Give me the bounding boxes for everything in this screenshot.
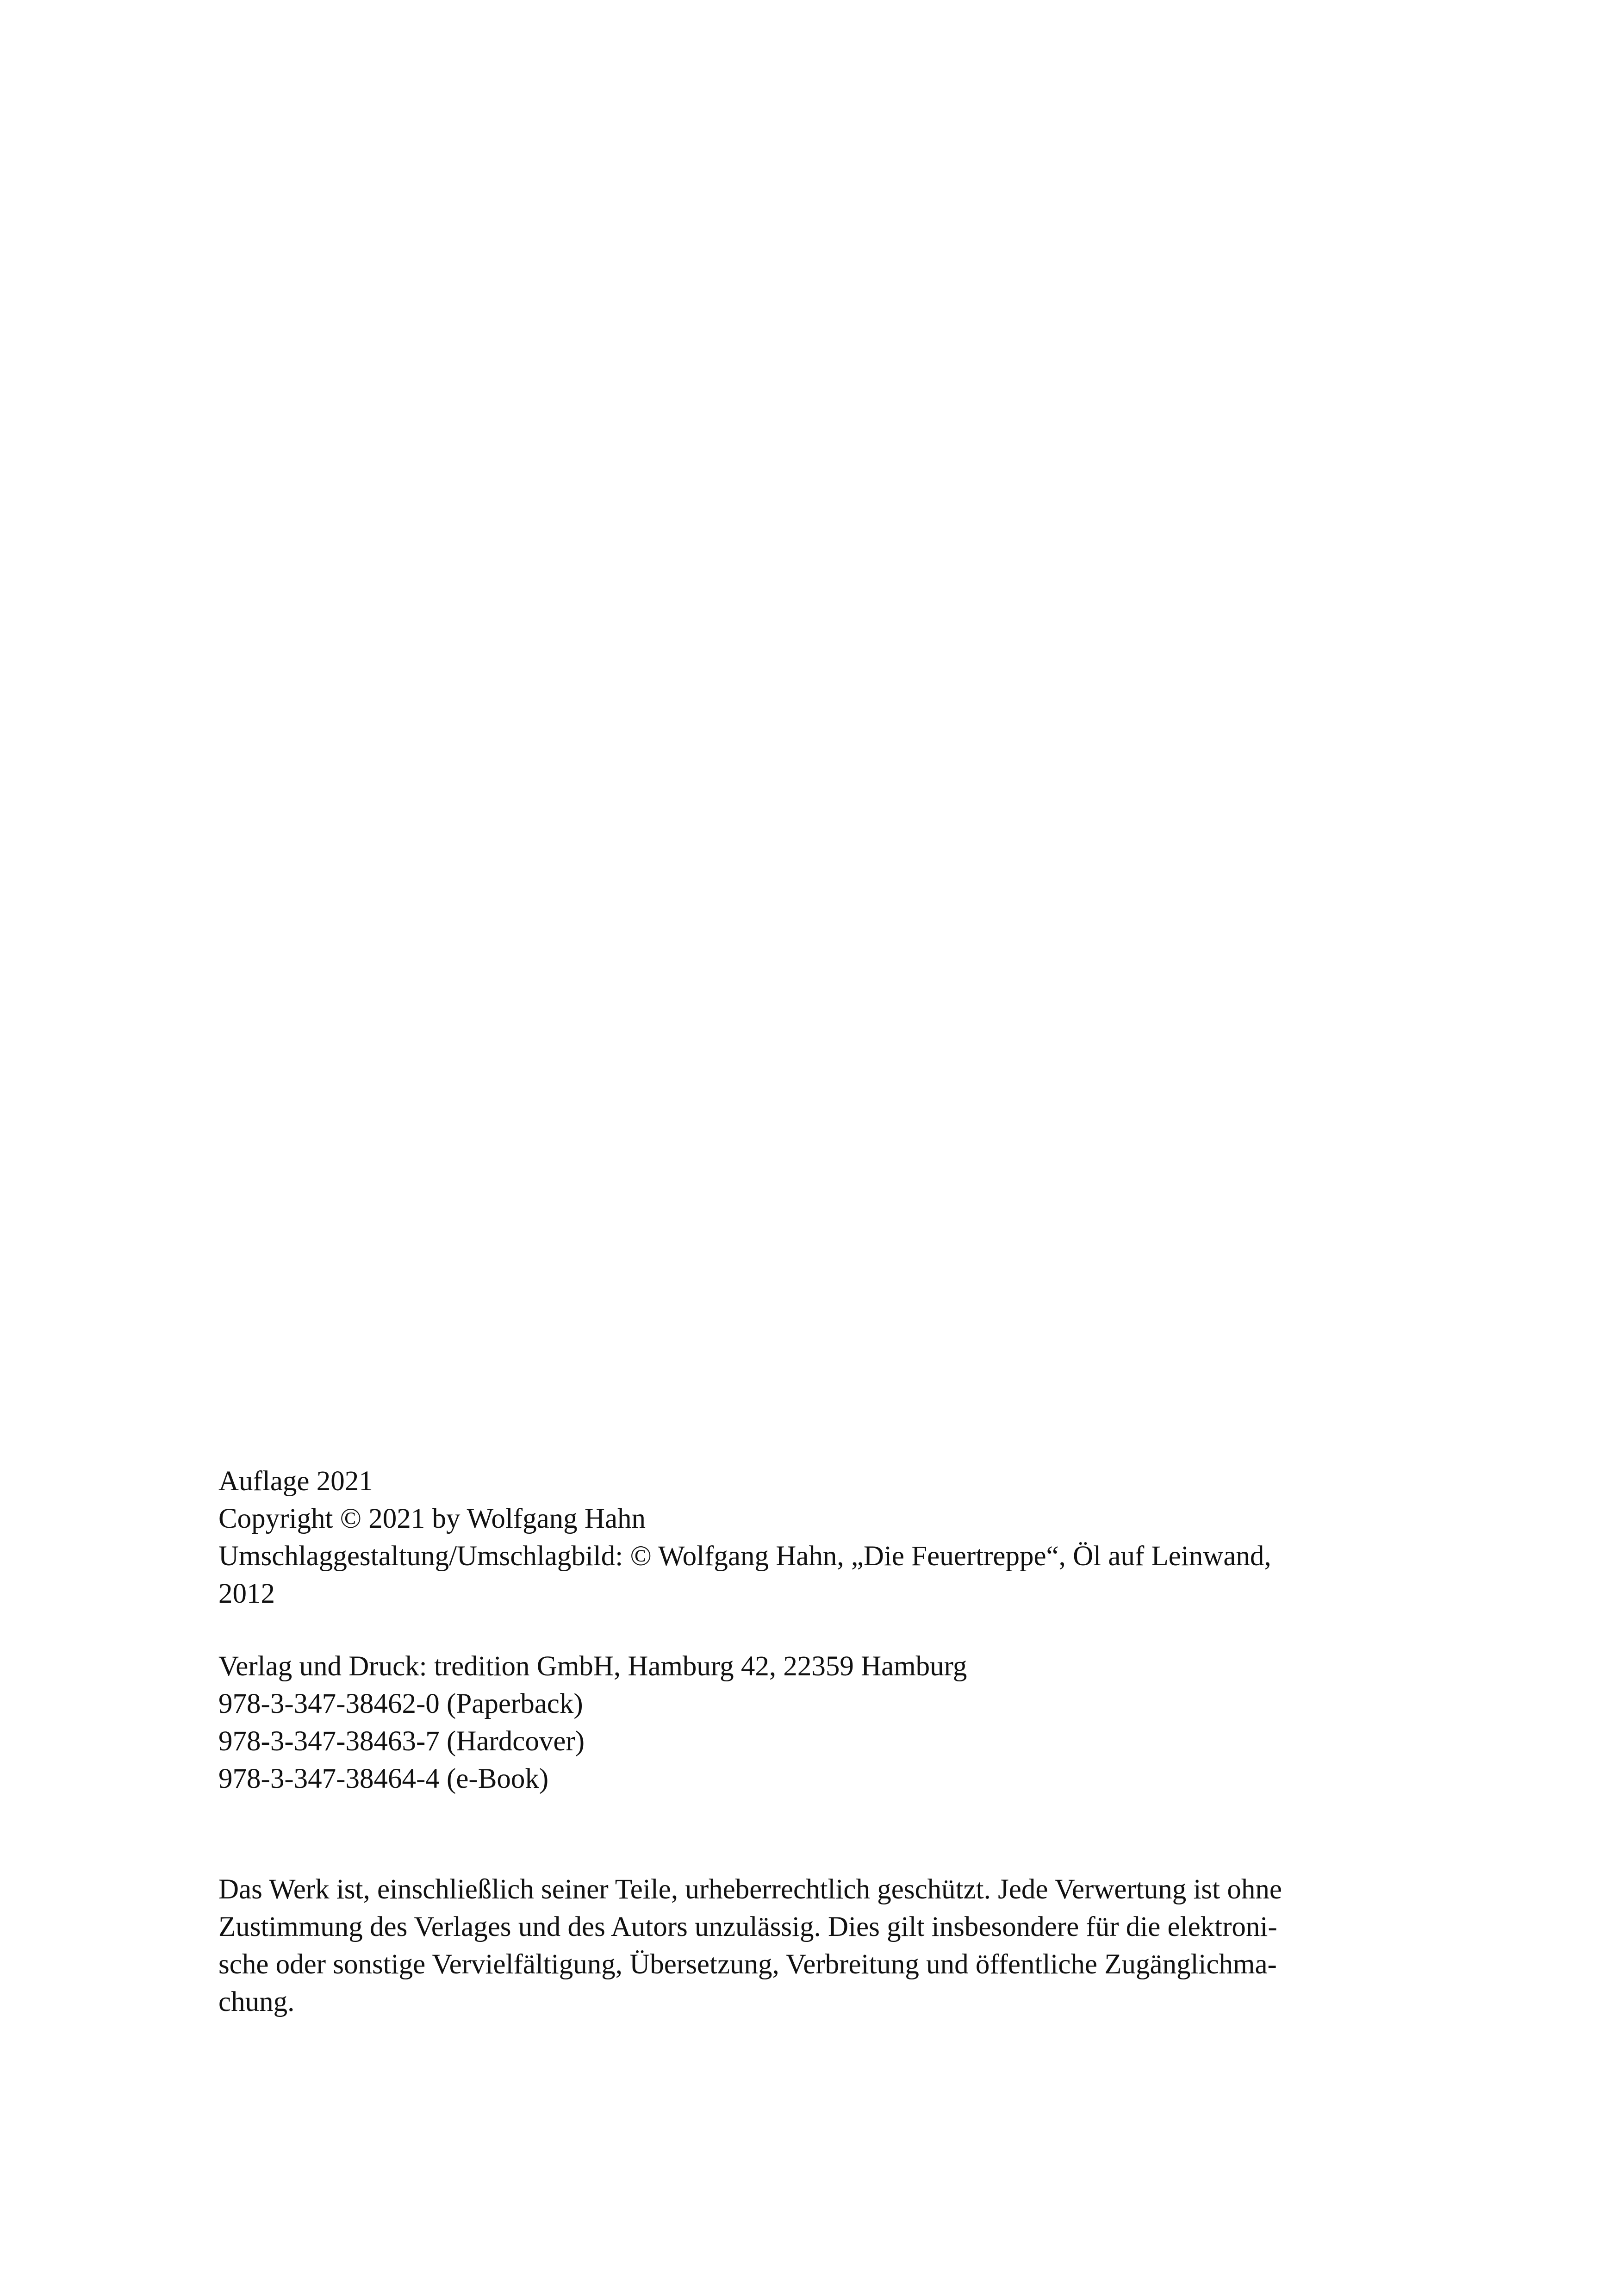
imprint-block	[218, 1462, 1422, 2021]
copyright-line: Copyright © 2021 by Wolfgang Hahn	[218, 1503, 646, 1534]
legal-notice-line: sche oder sonstige Vervielfältigung, Übersetzung, Verbreitung und öffentliche Zugänglichma-	[218, 1949, 1277, 1980]
isbn-hardcover-line: 978-3-347-38463-7 (Hardcover)	[218, 1726, 585, 1757]
legal-notice-line: chung.	[218, 1986, 295, 2017]
legal-notice-section	[218, 1871, 1422, 2021]
cover-design-line: Umschlaggestaltung/Umschlagbild: © Wolfgang Hahn, „Die Feuertreppe“, Öl auf Leinwand,	[218, 1541, 1271, 1572]
edition-copyright-section	[218, 1462, 1422, 1612]
section-gap	[218, 1798, 1422, 1871]
section-gap	[218, 1612, 1422, 1648]
legal-notice-line: Zustimmung des Verlages und des Autors unzulässig. Dies gilt insbesondere für die elektroni-	[218, 1911, 1277, 1942]
edition-line: Auflage 2021	[218, 1466, 373, 1497]
isbn-ebook-line: 978-3-347-38464-4 (e-Book)	[218, 1763, 549, 1794]
publisher-isbn-section	[218, 1648, 1422, 1798]
cover-design-year-line: 2012	[218, 1578, 275, 1609]
isbn-paperback-line: 978-3-347-38462-0 (Paperback)	[218, 1688, 583, 1719]
legal-notice-line: Das Werk ist, einschließlich seiner Teile, urheberrechtlich geschützt. Jede Verwertung ist ohne	[218, 1874, 1282, 1905]
publisher-line: Verlag und Druck: tredition GmbH, Hamburg 42, 22359 Hamburg	[218, 1651, 967, 1682]
